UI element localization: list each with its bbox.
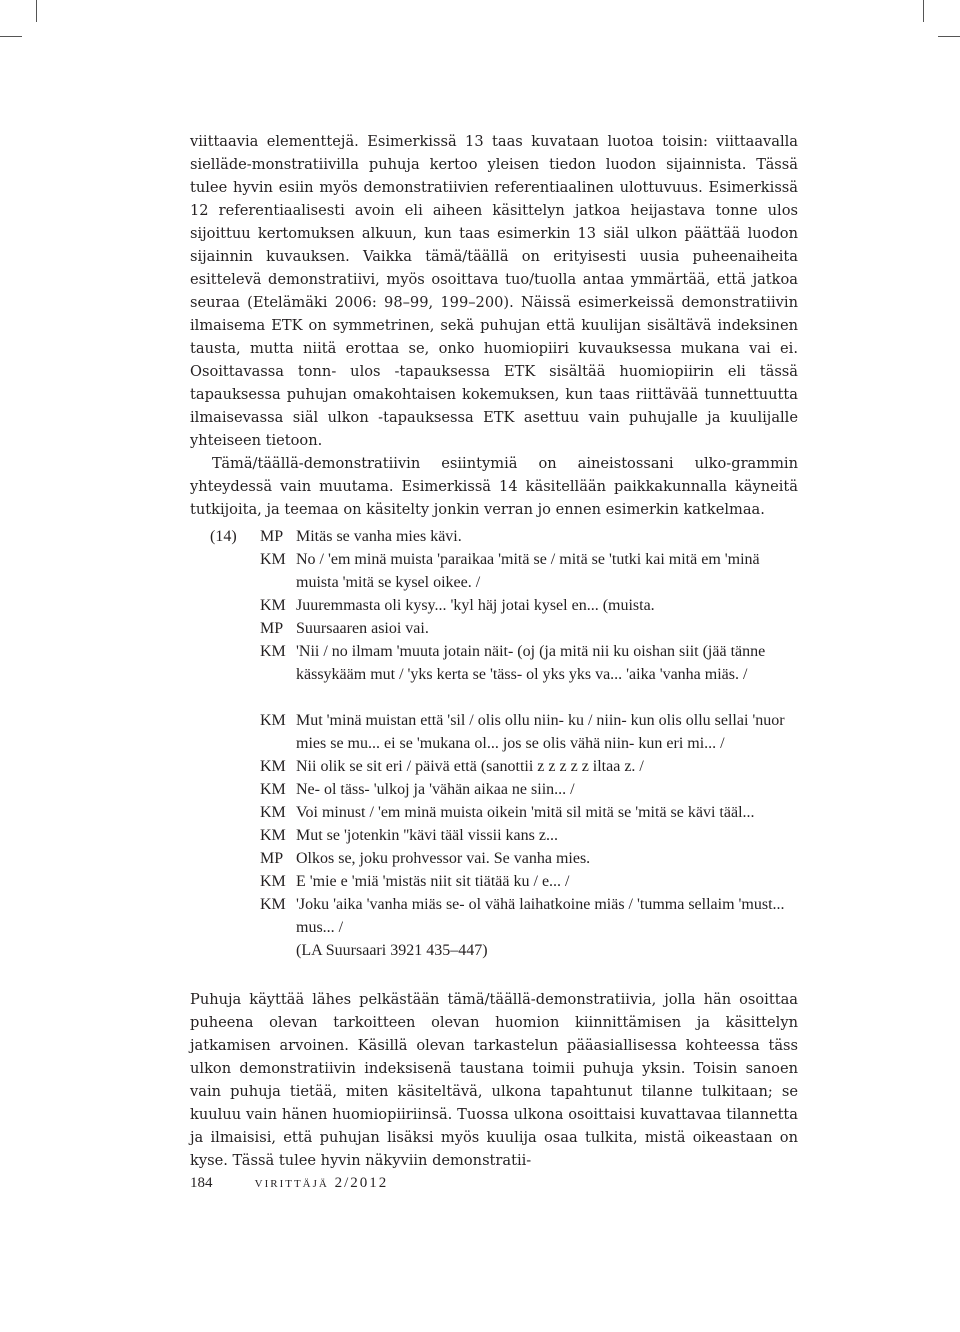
crop-mark	[923, 0, 924, 22]
utterance-text: 'Joku 'aika 'vanha miäs se- ol vähä laihatkoine miäs / 'tumma sellaim 'must... mus... /	[296, 896, 785, 936]
speaker-label: KM	[260, 712, 286, 729]
utterance-text: Nii olik se sit eri / päivä että (sanottii z z z z z iltaa z. /	[296, 758, 644, 775]
speaker-label: KM	[260, 758, 286, 775]
crop-mark	[36, 0, 37, 22]
utterance-text: Ne- ol täss- 'ulkoj ja 'vähän aikaa ne siin... /	[296, 781, 575, 798]
speaker-label: KM	[260, 873, 286, 890]
speaker-label: KM	[260, 827, 286, 844]
speaker-label: KM	[260, 804, 286, 821]
speaker-label: KM	[260, 896, 286, 913]
crop-mark	[0, 36, 22, 37]
crop-mark	[938, 36, 960, 37]
intro-text	[190, 130, 798, 521]
speaker-label: KM	[260, 643, 286, 660]
page-footer	[190, 1175, 388, 1192]
utterance-text: Mut se 'jotenkin ''kävi tääl vissii kans z...	[296, 827, 558, 844]
outro-text	[190, 988, 798, 1172]
paragraph-2: Tämä/täällä-demonstratiivin esiintymiä on aineistossani ulko-grammin yhteydessä vain muutama. Esimerkissä 14 käsitellään paikkakunnalla käyneitä tutkijoita, ja teemaa on käsitelty jonkin verran jo ennen esimerkin katkelmaa.	[190, 455, 798, 518]
speaker-label: KM	[260, 551, 286, 568]
page-number: 184	[190, 1175, 213, 1191]
utterance-text: No / 'em minä muista 'paraikaa 'mitä se / mitä se 'tutki kai mitä em 'minä muista 'mitä se kysel oikee. /	[296, 551, 760, 591]
utterance-text: E 'mie e 'miä 'mistäs niit sit tiätää ku / e... /	[296, 873, 570, 890]
utterance-text: Mitäs se vanha mies kävi.	[296, 528, 462, 545]
utterance-text: 'Nii / no ilmam 'muuta jotain näit- (oj (ja mitä nii ku oishan siit (jää tänne kässykääm mut / 'yks kerta se 'täss- ol yks yks va... 'aika 'vanha miäs. /	[296, 643, 766, 683]
utterance-text: Mut 'minä muistan että 'sil / olis ollu niin- ku / niin- kun olis ollu sellai 'nuor mies se mu... ei se 'mukana ol... jos se olis vähä niin- kun eri mi... /	[296, 712, 785, 752]
utterance-text: Juuremmasta oli kysy... 'kyl häj jotai kysel en... (muista.	[296, 597, 655, 614]
utterance-text: Suursaaren asioi vai.	[296, 620, 429, 637]
example-number: (14)	[210, 528, 237, 545]
speaker-label: MP	[260, 850, 284, 867]
utterance-text: Voi minust / 'em minä muista oikein 'mitä sil mitä se 'mitä se kävi tääl...	[296, 804, 755, 821]
speaker-label: KM	[260, 597, 286, 614]
utterance-text: Olkos se, joku prohvessor vai. Se vanha mies.	[296, 850, 591, 867]
paragraph-1: viittaavia elementtejä. Esimerkissä 13 taas kuvataan luotoa toisin: viittaavalla sielläde-monstratiivilla puhuja kertoo yleisen tiedon luodon sijainnista. Tässä tulee hyvin esiin myös demonstratiivien referentiaalinen ulottuvuus. Esimerkissä 12 referentiaalisesti avoin eli aiheen käsittelyn jatkoa heijastava tonne ulos sijoittuu kertomuksen alkuun, kun taas esimerkin 13 siäl ulkon päättää luodon sijainnin kuvauksen. Vaikka tämä/täällä on erityisesti uusia puheenaiheita esittelevä demonstratiivi, myös osoittava tuo/tuolla antaa ymmärtää, että jatkoa seuraa (Etelämäki 2006: 98–99, 199–200). Näissä esimerkeissä demonstratiivin ilmaisema ETK on symmetrinen, sekä puhujan että kuulijan sisältävä indeksinen tausta, mutta niitä erottaa se, onko huomiopiiri kuvauksessa mukana vai ei. Osoittavassa tonn- ulos -tapauksessa ETK sisältää huomiopiirin eli tässä tapauksessa puhujan omakohtaisen kokemuksen, kun taas riittävää tunnettuutta ilmaisevassa siäl ulkon -tapauksessa ETK asettuu vain puhujalle ja kuulijalle yhteiseen tietoon.	[190, 133, 798, 449]
speaker-label: MP	[260, 620, 284, 637]
paragraph-3: Puhuja käyttää lähes pelkästään tämä/täällä-demonstratiivia, jolla hän osoittaa puheena olevan tarkoitteen olevan huomion kiinnittämisen ja käsittelyn jatkamisen arvoinen. Käsillä olevan tarkastelun pääasiallisessa kohteessa täss ulkon demonstratiivin indeksisenä taustana toimii puhuja yksin. Toisin sanoen vain puhuja tietää, miten käsiteltävä, ulkona tapahtunut tilanne tulkitaan; se kuuluu vain hänen huomiopiiriinsä. Tuossa ulkona osoittaisi kuvattavaa tilannetta ja ilmaisisi, että puhujan lisäksi myös kuulija osaa tulkita, mistä oikeastaan on kyse. Tässä tulee hyvin näkyviin demonstratii-	[190, 991, 798, 1169]
speaker-label: KM	[260, 781, 286, 798]
journal-name: virittäjä 2/2012	[254, 1175, 389, 1191]
speaker-label: MP	[260, 528, 284, 545]
